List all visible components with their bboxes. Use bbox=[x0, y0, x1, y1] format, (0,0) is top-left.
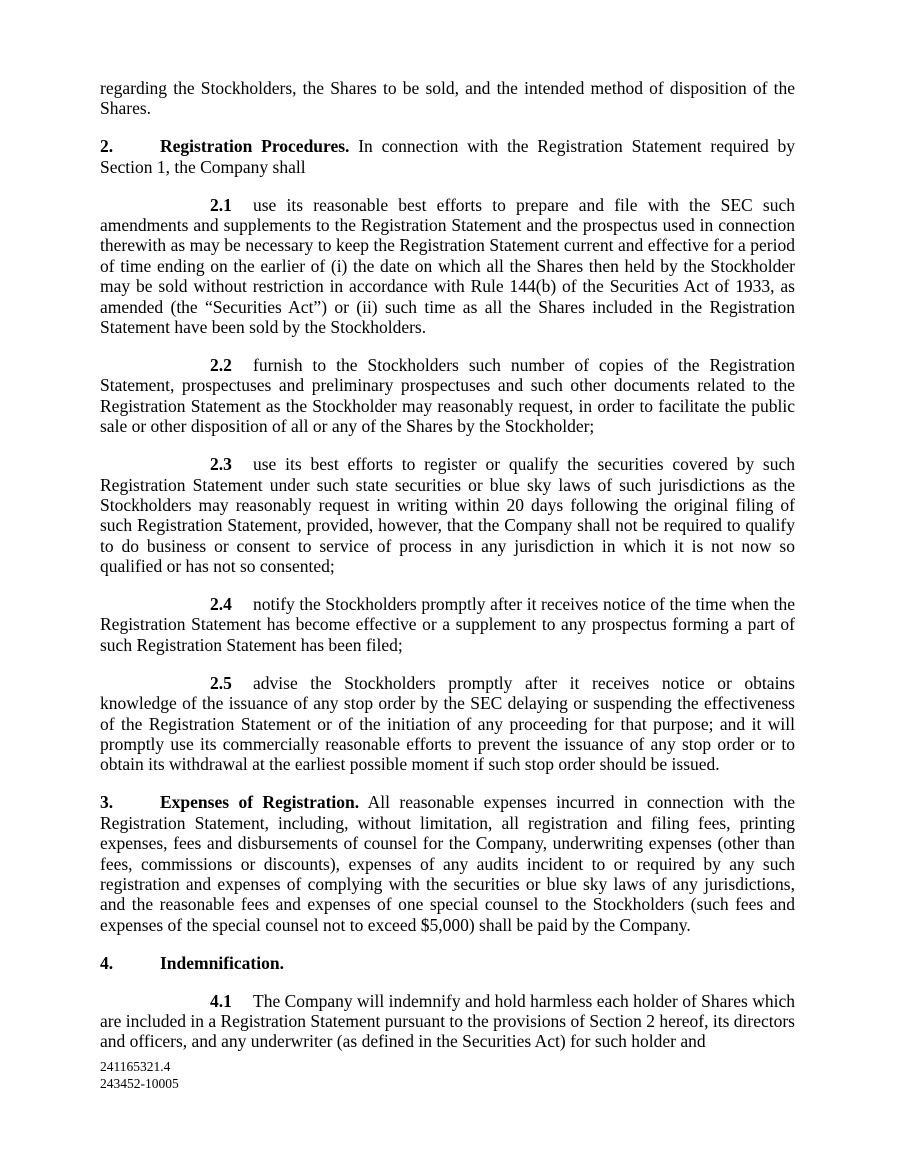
subsection-number: 2.1 bbox=[210, 194, 232, 215]
paragraph-text: All reasonable expenses incurred in connection with the Registration Statement, including, without limitation, all registration and filing fees, printing expenses, fees and disbursements of counsel for the Company, underwriting expenses (other than fees, commissions or discounts), expenses of any audits incident to or required by any such registration and expenses of complying with the securities or blue sky laws of any jurisdictions, and the reasonable fees and expenses of one special counsel to the Stockholders (such fees and expenses of the special counsel not to exceed $5,000) shall be paid by the Company. bbox=[100, 792, 795, 935]
paragraph-text: use its reasonable best efforts to prepare and file with the SEC such amendments and supplements to the Registration Statement and the prospectus used in connection therewith as may be necessary to keep the Registration Statement current and effective for a period of time ending on the earlier of (i) the date on which all the Shares then held by the Stockholder may be sold without restriction in accordance with Rule 144(b) of the Securities Act of 1933, as amended (the “Securities Act”) or (ii) such time as all the Shares included in the Registration Statement have been sold by the Stockholders. bbox=[100, 194, 795, 338]
subsection-4-1 bbox=[100, 991, 795, 1052]
subsection-number: 2.3 bbox=[210, 454, 232, 475]
paragraph-text: notify the Stockholders promptly after it receives notice of the time when the Registration Statement has become effective or a supplement to any prospectus forming a part of such Registration Statement has been filed; bbox=[100, 594, 795, 655]
paragraph-text: The Company will indemnify and hold harmless each holder of Shares which are included in a Registration Statement pursuant to the provisions of Section 2 hereof, its directors and officers, and any underwriter (as defined in the Securities Act) for such holder and bbox=[100, 990, 795, 1052]
section-number: 3. bbox=[100, 792, 114, 813]
paragraph-text: advise the Stockholders promptly after it receives notice or obtains knowledge of the issuance of any stop order by the SEC delaying or suspending the effectiveness of the Registration Statement or of the initiation of any proceeding for that purpose; and it will promptly use its commercially reasonable efforts to prevent the issuance of any stop order or to obtain its withdrawal at the earliest possible moment if such stop order should be issued. bbox=[100, 672, 795, 775]
section-title: Expenses of Registration. bbox=[160, 792, 360, 813]
document-footer bbox=[100, 1058, 179, 1092]
section-2 bbox=[100, 136, 795, 177]
subsection-2-2 bbox=[100, 355, 795, 437]
paragraph-text: use its best efforts to register or qualify the securities covered by such Registration Statement under such state securities or blue sky laws of such jurisdictions as the Stockholders may reasonably request in writing within 20 days following the original filing of such Registration Statement, provided, however, that the Company shall not be required to qualify to do business or consent to service of process in any jurisdiction in which it is not now so qualified or has not so consented; bbox=[100, 454, 795, 577]
section-4 bbox=[100, 953, 795, 973]
subsection-2-1 bbox=[100, 195, 795, 338]
footer-matter-number: 243452-10005 bbox=[100, 1076, 179, 1091]
paragraph-text: furnish to the Stockholders such number of copies of the Registration Statement, prospectuses and preliminary prospectuses and such other documents related to the Registration Statement as the Stockholder may reasonably request, in order to facilitate the public sale or other disposition of all or any of the Shares by the Stockholder; bbox=[100, 354, 795, 437]
subsection-number: 2.5 bbox=[210, 672, 232, 693]
section-3 bbox=[100, 792, 795, 935]
paragraph-text: regarding the Stockholders, the Shares to be sold, and the intended method of disposition of the Shares. bbox=[100, 78, 795, 119]
subsection-number: 2.4 bbox=[210, 594, 232, 615]
subsection-2-4 bbox=[100, 594, 795, 655]
subsection-number: 4.1 bbox=[210, 990, 232, 1011]
paragraph-continuation bbox=[100, 78, 795, 119]
footer-doc-id: 241165321.4 bbox=[100, 1059, 171, 1074]
subsection-number: 2.2 bbox=[210, 354, 232, 375]
section-title: Registration Procedures. bbox=[160, 136, 350, 157]
section-number: 4. bbox=[100, 952, 114, 973]
subsection-2-5 bbox=[100, 673, 795, 775]
subsection-2-3 bbox=[100, 454, 795, 576]
section-number: 2. bbox=[100, 136, 114, 157]
paragraph-text: In connection with the Registration Statement required by Section 1, the Company shall bbox=[100, 136, 795, 177]
section-title: Indemnification. bbox=[160, 952, 284, 973]
